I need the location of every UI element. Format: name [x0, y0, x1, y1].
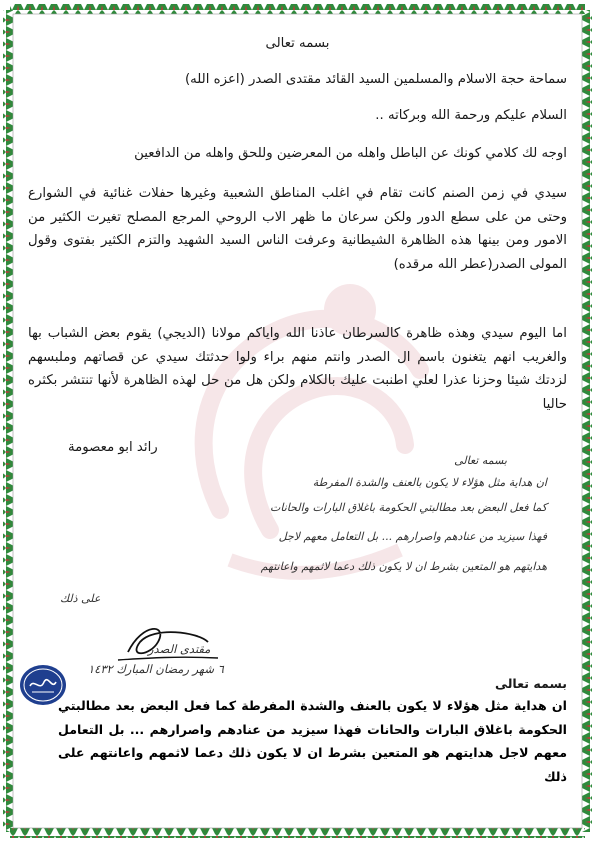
letter-paragraph-2: اما اليوم سيدي وهذه ظاهرة كالسرطان عاذنا الله واياكم مولانا (الديجي) يقوم بعض الشباب بها والغريب انهم يتغنون باسم ال الصدر وانتم منهم براء ولوا حدثتك سيدي عن قصاتهم وملبسهم لزدتك شيئا وحزنا عذرا لعلي اطنبت عليك بالكلام ولكن هل من حل لهذه الظاهرة لأنها تنتشر بكثره حاليا	[28, 326, 567, 412]
handwritten-line: على ذلك	[60, 592, 101, 605]
handwritten-line: كما فعل البعض بعد مطالبتي الحكومة باغلاق البارات والحانات	[270, 501, 547, 514]
letter-document	[28, 22, 567, 822]
seal-stamp	[18, 662, 68, 708]
typed-reply-title: بسمه تعالى	[494, 676, 567, 691]
letter-addressee: سماحة حجة الاسلام والمسلمين السيد القائد مقتدى الصدر (اعزه الله)	[184, 72, 567, 87]
letter-sender: رائد ابو معصومة	[68, 440, 158, 455]
letter-greeting: السلام عليكم ورحمة الله وبركاته ..	[375, 108, 567, 123]
letter-paragraph-1: سيدي في زمن الصنم كانت تقام في اغلب المناطق الشعبية وغيرها حفلات غنائية في الشوارع وحتى من على سطع الدور ولكن سرعان ما ظهر الاب الروحي المرجع المصلح تغيرت الكثير من الامور ومن بينها هذه الظاهرة الشيطانية وعرفت الناس السيد الشهيد والتزم الكثير بفتوى وقول المولى الصدر(عطر الله مرقده)	[28, 186, 567, 272]
handwritten-line: هدايتهم هو المتعين بشرط ان لا يكون ذلك دعما لاثمهم واعانتهم	[260, 560, 547, 573]
handwritten-line: فهذا سيزيد من عنادهم واصرارهم ... بل التعامل معهم لاجل	[278, 530, 547, 543]
letter-intro: اوجه لك كلامي كونك عن الباطل واهله من المعرضين وللحق واهله من الدافعين	[134, 146, 567, 161]
signature-name: مقتدى الصدر	[148, 642, 211, 656]
handwritten-line: ان هداية مثل هؤلاء لا يكون بالعنف والشدة المفرطة	[312, 476, 547, 489]
handwritten-line: بسمه تعالى	[454, 454, 507, 467]
typed-reply-body: ان هداية مثل هؤلاء لا يكون بالعنف والشدة المفرطة كما فعل البعض بعد مطالبتي الحكومة باغلاق البارات والحانات فهذا سيزيد من عنادهم واصرارهم ... بل التعامل معهم لاجل هدايتهم هو المتعين بشرط ان لا يكون ذلك دعما لاثمهم واعانتهم على ذلك	[58, 698, 567, 784]
letter-basmala: بسمه تعالى	[265, 36, 330, 51]
signature-date: ٦ شهر رمضان المبارك ١٤٣٢	[88, 662, 224, 676]
